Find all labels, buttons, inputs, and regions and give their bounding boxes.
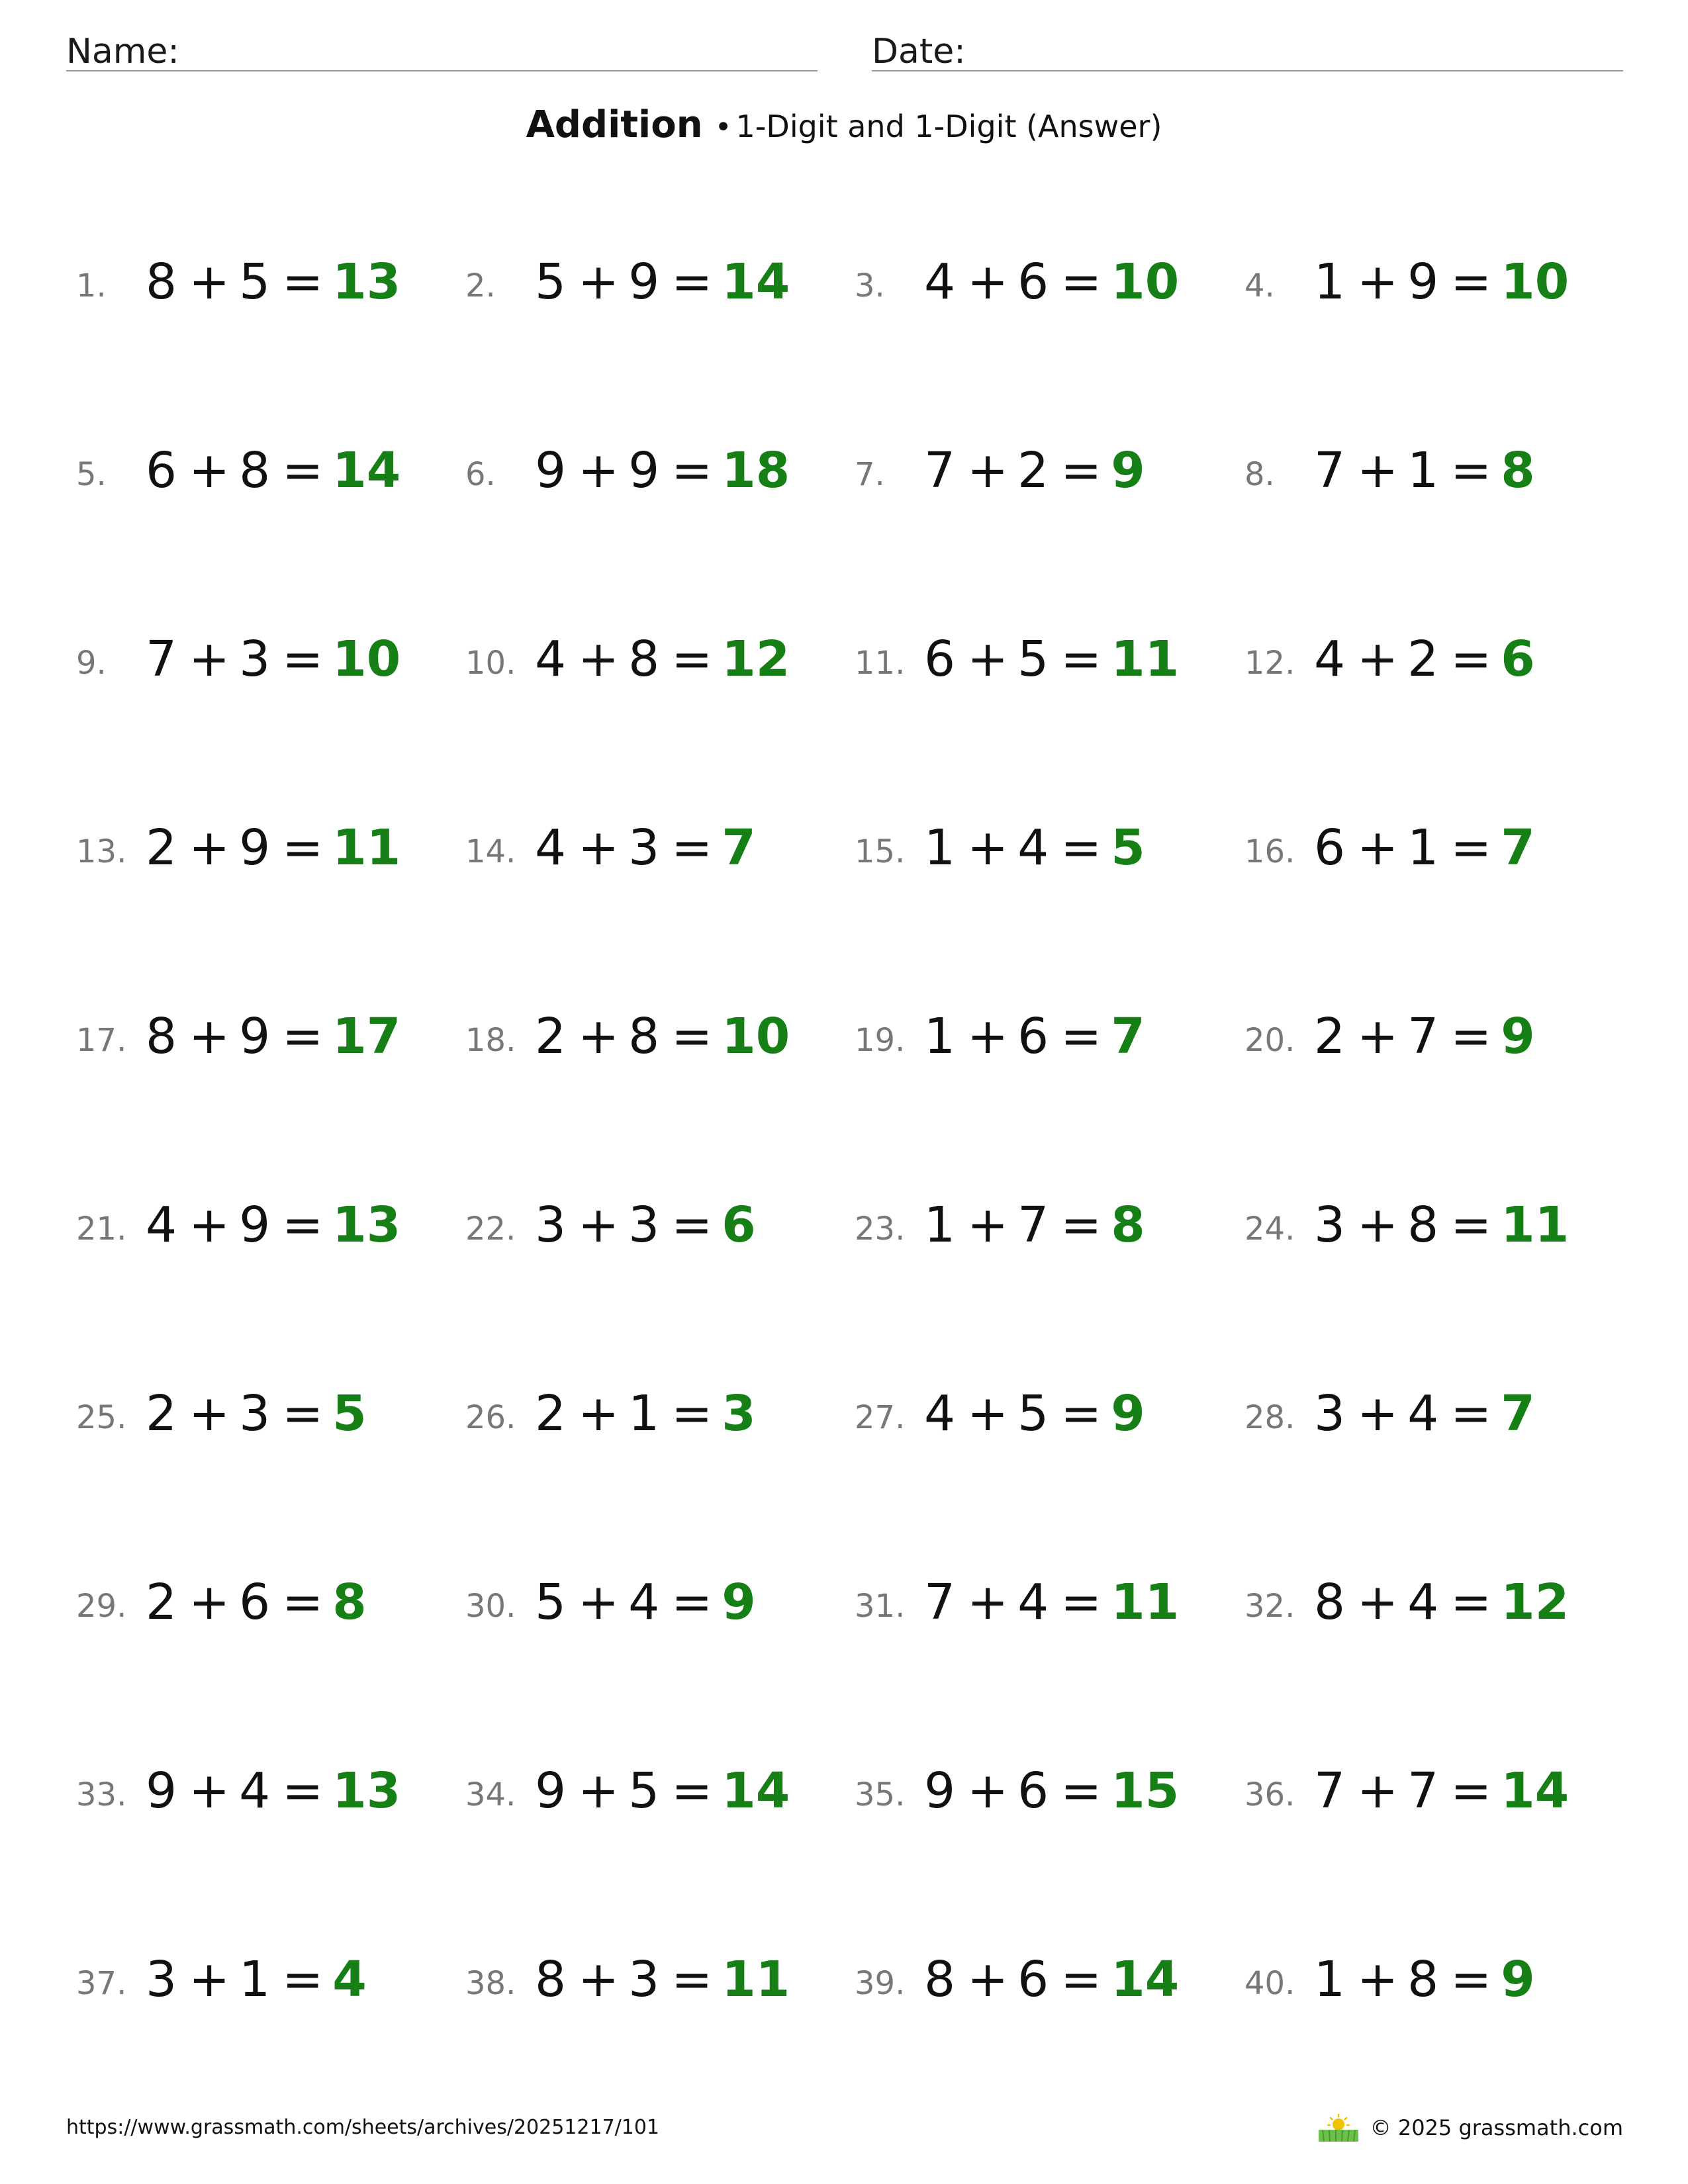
- problem-number: 39.: [855, 1965, 906, 2002]
- problem-number: 6.: [465, 456, 496, 493]
- addend-b: 8: [1407, 1951, 1439, 2008]
- equals-sign: =: [671, 1385, 713, 1442]
- problem-number: 29.: [76, 1588, 127, 1625]
- equals-sign: =: [282, 1574, 324, 1631]
- problem-expression: [146, 1573, 367, 1632]
- equals-sign: =: [1450, 1951, 1492, 2008]
- addend-a: 3: [146, 1951, 177, 2008]
- equals-sign: =: [1060, 253, 1102, 310]
- problem-number: 37.: [76, 1965, 127, 2002]
- problem-number: 10.: [465, 645, 516, 682]
- answer: 11: [1501, 1197, 1570, 1253]
- addend-b: 5: [1017, 631, 1049, 688]
- plus-operator: +: [578, 1951, 620, 2008]
- grass-sun-logo-icon: [1317, 2113, 1360, 2143]
- addend-b: 8: [628, 631, 660, 688]
- answer: 4: [332, 1951, 367, 2008]
- title-main: Addition: [526, 103, 703, 146]
- answer: 14: [722, 253, 790, 310]
- answer: 7: [1501, 1385, 1535, 1442]
- addend-b: 3: [239, 631, 271, 688]
- plus-operator: +: [967, 1008, 1009, 1065]
- addend-a: 5: [535, 1574, 567, 1631]
- problem-number: 7.: [855, 456, 885, 493]
- problem-number: 14.: [465, 833, 516, 870]
- answer: 9: [1111, 442, 1145, 499]
- plus-operator: +: [967, 631, 1009, 688]
- answer: 11: [1111, 1574, 1180, 1631]
- answer: 3: [722, 1385, 756, 1442]
- copyright-text: © 2025 grassmath.com: [1370, 2115, 1623, 2140]
- addend-b: 8: [239, 442, 271, 499]
- equals-sign: =: [671, 442, 713, 499]
- equals-sign: =: [1060, 1197, 1102, 1253]
- addend-b: 9: [239, 1008, 271, 1065]
- plus-operator: +: [967, 819, 1009, 876]
- answer: 10: [722, 1008, 790, 1065]
- addend-b: 6: [1017, 1008, 1049, 1065]
- plus-operator: +: [967, 1197, 1009, 1253]
- answer: 6: [722, 1197, 756, 1253]
- answer: 11: [1111, 631, 1180, 688]
- answer: 14: [1111, 1951, 1180, 2008]
- addend-a: 7: [924, 442, 956, 499]
- problem-expression: [535, 1762, 790, 1821]
- problem-expression: [924, 1573, 1179, 1632]
- problem-number: 16.: [1244, 833, 1295, 870]
- problem-expression: [924, 1950, 1179, 2009]
- addend-a: 2: [535, 1385, 567, 1442]
- problem-number: 24.: [1244, 1210, 1295, 1248]
- addend-a: 9: [535, 1762, 567, 1819]
- problem-expression: [146, 1196, 400, 1255]
- addend-a: 3: [1314, 1197, 1346, 1253]
- addend-a: 3: [535, 1197, 567, 1253]
- answer: 15: [1111, 1762, 1180, 1819]
- problem-number: 15.: [855, 833, 906, 870]
- addend-a: 2: [535, 1008, 567, 1065]
- problem-expression: [146, 253, 400, 312]
- answer: 14: [332, 442, 401, 499]
- equals-sign: =: [671, 1951, 713, 2008]
- addend-a: 4: [535, 631, 567, 688]
- addend-a: 7: [1314, 442, 1346, 499]
- problem-number: 30.: [465, 1588, 516, 1625]
- problem-number: 12.: [1244, 645, 1295, 682]
- problem-expression: [924, 253, 1179, 312]
- problem-number: 3.: [855, 267, 885, 304]
- problem-number: 9.: [76, 645, 107, 682]
- addend-b: 9: [1407, 253, 1439, 310]
- problem-expression: [1314, 1950, 1535, 2009]
- equals-sign: =: [671, 253, 713, 310]
- problem-expression: [924, 1762, 1179, 1821]
- equals-sign: =: [282, 1197, 324, 1253]
- plus-operator: +: [967, 1951, 1009, 2008]
- equals-sign: =: [1450, 1197, 1492, 1253]
- addend-b: 9: [239, 819, 271, 876]
- addend-a: 2: [146, 819, 177, 876]
- problem-number: 22.: [465, 1210, 516, 1248]
- plus-operator: +: [189, 631, 230, 688]
- plus-operator: +: [1357, 1762, 1399, 1819]
- answer: 7: [1111, 1008, 1145, 1065]
- plus-operator: +: [189, 1197, 230, 1253]
- answer: 10: [1111, 253, 1180, 310]
- addend-b: 5: [239, 253, 271, 310]
- answer: 18: [722, 442, 790, 499]
- addend-b: 1: [1407, 819, 1439, 876]
- answer: 13: [332, 1197, 401, 1253]
- answer: 12: [1501, 1574, 1570, 1631]
- addend-b: 4: [628, 1574, 660, 1631]
- equals-sign: =: [1060, 442, 1102, 499]
- problem-expression: [1314, 441, 1535, 500]
- addend-a: 2: [146, 1574, 177, 1631]
- addend-b: 4: [239, 1762, 271, 1819]
- answer: 5: [1111, 819, 1145, 876]
- problem-expression: [535, 1007, 790, 1066]
- equals-sign: =: [671, 1008, 713, 1065]
- problem-expression: [146, 1007, 400, 1066]
- addend-a: 6: [924, 631, 956, 688]
- addend-a: 9: [146, 1762, 177, 1819]
- addend-b: 6: [239, 1574, 271, 1631]
- problem-number: 17.: [76, 1022, 127, 1059]
- equals-sign: =: [282, 253, 324, 310]
- addend-a: 4: [924, 1385, 956, 1442]
- plus-operator: +: [967, 1385, 1009, 1442]
- answer: 9: [1111, 1385, 1145, 1442]
- problem-number: 1.: [76, 267, 107, 304]
- problem-expression: [535, 1573, 756, 1632]
- addend-b: 7: [1407, 1762, 1439, 1819]
- equals-sign: =: [282, 1951, 324, 2008]
- date-label: Date:: [872, 32, 966, 71]
- equals-sign: =: [1450, 1762, 1492, 1819]
- addend-b: 5: [628, 1762, 660, 1819]
- answer: 8: [1501, 442, 1535, 499]
- problem-number: 20.: [1244, 1022, 1295, 1059]
- plus-operator: +: [189, 1574, 230, 1631]
- equals-sign: =: [1450, 253, 1492, 310]
- addend-a: 7: [146, 631, 177, 688]
- plus-operator: +: [1357, 631, 1399, 688]
- addend-b: 1: [239, 1951, 271, 2008]
- addend-b: 3: [239, 1385, 271, 1442]
- plus-operator: +: [1357, 1197, 1399, 1253]
- addend-a: 1: [1314, 1951, 1346, 2008]
- addend-a: 2: [1314, 1008, 1346, 1065]
- addend-b: 9: [628, 253, 660, 310]
- problem-number: 36.: [1244, 1776, 1295, 1813]
- equals-sign: =: [1060, 631, 1102, 688]
- equals-sign: =: [1060, 1762, 1102, 1819]
- addend-a: 5: [535, 253, 567, 310]
- addend-b: 8: [628, 1008, 660, 1065]
- problem-expression: [924, 1385, 1145, 1443]
- addend-a: 1: [924, 1197, 956, 1253]
- problem-expression: [535, 1950, 790, 2009]
- addend-b: 4: [1407, 1574, 1439, 1631]
- addend-b: 4: [1407, 1385, 1439, 1442]
- problem-expression: [535, 253, 790, 312]
- plus-operator: +: [189, 1951, 230, 2008]
- plus-operator: +: [578, 1574, 620, 1631]
- plus-operator: +: [578, 1385, 620, 1442]
- problem-number: 33.: [76, 1776, 127, 1813]
- plus-operator: +: [189, 1762, 230, 1819]
- equals-sign: =: [282, 819, 324, 876]
- addend-a: 8: [146, 253, 177, 310]
- answer: 8: [1111, 1197, 1145, 1253]
- answer: 7: [722, 819, 756, 876]
- addend-b: 3: [628, 1951, 660, 2008]
- problem-number: 13.: [76, 833, 127, 870]
- addend-a: 4: [146, 1197, 177, 1253]
- answer: 6: [1501, 631, 1535, 688]
- problem-expression: [1314, 1762, 1569, 1821]
- equals-sign: =: [1060, 819, 1102, 876]
- equals-sign: =: [1450, 1574, 1492, 1631]
- equals-sign: =: [1450, 631, 1492, 688]
- problem-number: 18.: [465, 1022, 516, 1059]
- problem-expression: [1314, 253, 1569, 312]
- addend-a: 4: [924, 253, 956, 310]
- answer: 17: [332, 1008, 401, 1065]
- problem-number: 21.: [76, 1210, 127, 1248]
- addend-b: 3: [628, 819, 660, 876]
- problem-expression: [1314, 819, 1535, 878]
- problem-expression: [146, 630, 400, 689]
- plus-operator: +: [967, 442, 1009, 499]
- plus-operator: +: [189, 819, 230, 876]
- title-subtitle: 1-Digit and 1-Digit (Answer): [735, 109, 1162, 144]
- plus-operator: +: [1357, 1385, 1399, 1442]
- problem-expression: [146, 819, 400, 878]
- problem-expression: [1314, 1196, 1569, 1255]
- addend-b: 1: [1407, 442, 1439, 499]
- answer: 9: [1501, 1951, 1535, 2008]
- problem-expression: [924, 441, 1145, 500]
- plus-operator: +: [1357, 1951, 1399, 2008]
- answer: 9: [1501, 1008, 1535, 1065]
- addend-a: 7: [1314, 1762, 1346, 1819]
- problem-expression: [1314, 1573, 1569, 1632]
- plus-operator: +: [1357, 442, 1399, 499]
- problem-expression: [535, 1385, 756, 1443]
- equals-sign: =: [671, 1574, 713, 1631]
- addend-a: 3: [1314, 1385, 1346, 1442]
- plus-operator: +: [189, 1385, 230, 1442]
- equals-sign: =: [671, 631, 713, 688]
- addend-b: 5: [1017, 1385, 1049, 1442]
- answer: 7: [1501, 819, 1535, 876]
- equals-sign: =: [282, 631, 324, 688]
- problem-expression: [1314, 1007, 1535, 1066]
- answer: 9: [722, 1574, 756, 1631]
- addend-a: 8: [1314, 1574, 1346, 1631]
- addend-a: 8: [924, 1951, 956, 2008]
- problem-number: 27.: [855, 1399, 906, 1436]
- problem-expression: [924, 819, 1145, 878]
- addend-b: 2: [1407, 631, 1439, 688]
- footer-url[interactable]: https://www.grassmath.com/sheets/archives/20251217/101: [66, 2116, 660, 2139]
- plus-operator: +: [578, 442, 620, 499]
- addend-a: 6: [146, 442, 177, 499]
- answer: 8: [332, 1574, 367, 1631]
- problem-expression: [1314, 1385, 1535, 1443]
- equals-sign: =: [671, 1197, 713, 1253]
- equals-sign: =: [282, 1762, 324, 1819]
- problem-number: 31.: [855, 1588, 906, 1625]
- plus-operator: +: [967, 1762, 1009, 1819]
- addend-a: 1: [924, 819, 956, 876]
- equals-sign: =: [1060, 1951, 1102, 2008]
- answer: 13: [332, 253, 401, 310]
- answer: 11: [722, 1951, 790, 2008]
- plus-operator: +: [1357, 1008, 1399, 1065]
- equals-sign: =: [1060, 1574, 1102, 1631]
- equals-sign: =: [282, 1385, 324, 1442]
- problem-number: 28.: [1244, 1399, 1295, 1436]
- plus-operator: +: [578, 1008, 620, 1065]
- answer: 13: [332, 1762, 401, 1819]
- plus-operator: +: [189, 1008, 230, 1065]
- addend-a: 4: [535, 819, 567, 876]
- addend-a: 9: [924, 1762, 956, 1819]
- addend-b: 7: [1017, 1197, 1049, 1253]
- problem-expression: [924, 1007, 1145, 1066]
- addend-b: 6: [1017, 1762, 1049, 1819]
- answer: 14: [722, 1762, 790, 1819]
- addend-b: 6: [1017, 1951, 1049, 2008]
- problem-number: 5.: [76, 456, 107, 493]
- problem-expression: [924, 1196, 1145, 1255]
- plus-operator: +: [578, 253, 620, 310]
- addend-a: 6: [1314, 819, 1346, 876]
- footer-brand: [1317, 2108, 1623, 2148]
- title-separator: •: [714, 111, 732, 144]
- problem-expression: [146, 1385, 367, 1443]
- plus-operator: +: [967, 253, 1009, 310]
- problem-expression: [924, 630, 1179, 689]
- problem-number: 23.: [855, 1210, 906, 1248]
- problem-number: 11.: [855, 645, 906, 682]
- equals-sign: =: [1060, 1008, 1102, 1065]
- problem-number: 34.: [465, 1776, 516, 1813]
- addend-a: 2: [146, 1385, 177, 1442]
- addend-b: 4: [1017, 819, 1049, 876]
- addend-a: 4: [1314, 631, 1346, 688]
- name-label: Name:: [66, 32, 179, 71]
- equals-sign: =: [1450, 442, 1492, 499]
- plus-operator: +: [189, 253, 230, 310]
- problem-expression: [535, 1196, 756, 1255]
- equals-sign: =: [1450, 1385, 1492, 1442]
- problem-expression: [146, 1762, 400, 1821]
- answer: 10: [332, 631, 401, 688]
- problem-expression: [146, 441, 400, 500]
- problem-number: 38.: [465, 1965, 516, 2002]
- answer: 10: [1501, 253, 1570, 310]
- equals-sign: =: [1060, 1385, 1102, 1442]
- plus-operator: +: [578, 631, 620, 688]
- problem-expression: [146, 1950, 367, 2009]
- problem-expression: [1314, 630, 1535, 689]
- equals-sign: =: [671, 819, 713, 876]
- addend-b: 9: [628, 442, 660, 499]
- problem-number: 35.: [855, 1776, 906, 1813]
- addend-b: 3: [628, 1197, 660, 1253]
- equals-sign: =: [1450, 1008, 1492, 1065]
- answer: 11: [332, 819, 401, 876]
- problem-expression: [535, 441, 790, 500]
- plus-operator: +: [1357, 253, 1399, 310]
- plus-operator: +: [578, 1197, 620, 1253]
- addend-a: 1: [1314, 253, 1346, 310]
- answer: 12: [722, 631, 790, 688]
- addend-b: 4: [1017, 1574, 1049, 1631]
- equals-sign: =: [1450, 819, 1492, 876]
- problem-number: 40.: [1244, 1965, 1295, 2002]
- equals-sign: =: [671, 1762, 713, 1819]
- plus-operator: +: [967, 1574, 1009, 1631]
- addend-a: 9: [535, 442, 567, 499]
- addend-a: 8: [535, 1951, 567, 2008]
- addend-a: 1: [924, 1008, 956, 1065]
- plus-operator: +: [578, 819, 620, 876]
- problem-number: 32.: [1244, 1588, 1295, 1625]
- addend-b: 1: [628, 1385, 660, 1442]
- equals-sign: =: [282, 442, 324, 499]
- equals-sign: =: [282, 1008, 324, 1065]
- plus-operator: +: [578, 1762, 620, 1819]
- problem-expression: [535, 819, 756, 878]
- answer: 14: [1501, 1762, 1570, 1819]
- addend-a: 8: [146, 1008, 177, 1065]
- addend-b: 2: [1017, 442, 1049, 499]
- plus-operator: +: [189, 442, 230, 499]
- addend-a: 7: [924, 1574, 956, 1631]
- problem-number: 26.: [465, 1399, 516, 1436]
- problem-number: 8.: [1244, 456, 1275, 493]
- addend-b: 9: [239, 1197, 271, 1253]
- addend-b: 8: [1407, 1197, 1439, 1253]
- problem-number: 2.: [465, 267, 496, 304]
- problem-number: 25.: [76, 1399, 127, 1436]
- addend-b: 6: [1017, 253, 1049, 310]
- problem-expression: [535, 630, 790, 689]
- answer: 5: [332, 1385, 367, 1442]
- addend-b: 7: [1407, 1008, 1439, 1065]
- plus-operator: +: [1357, 1574, 1399, 1631]
- problem-number: 4.: [1244, 267, 1275, 304]
- problem-number: 19.: [855, 1022, 906, 1059]
- plus-operator: +: [1357, 819, 1399, 876]
